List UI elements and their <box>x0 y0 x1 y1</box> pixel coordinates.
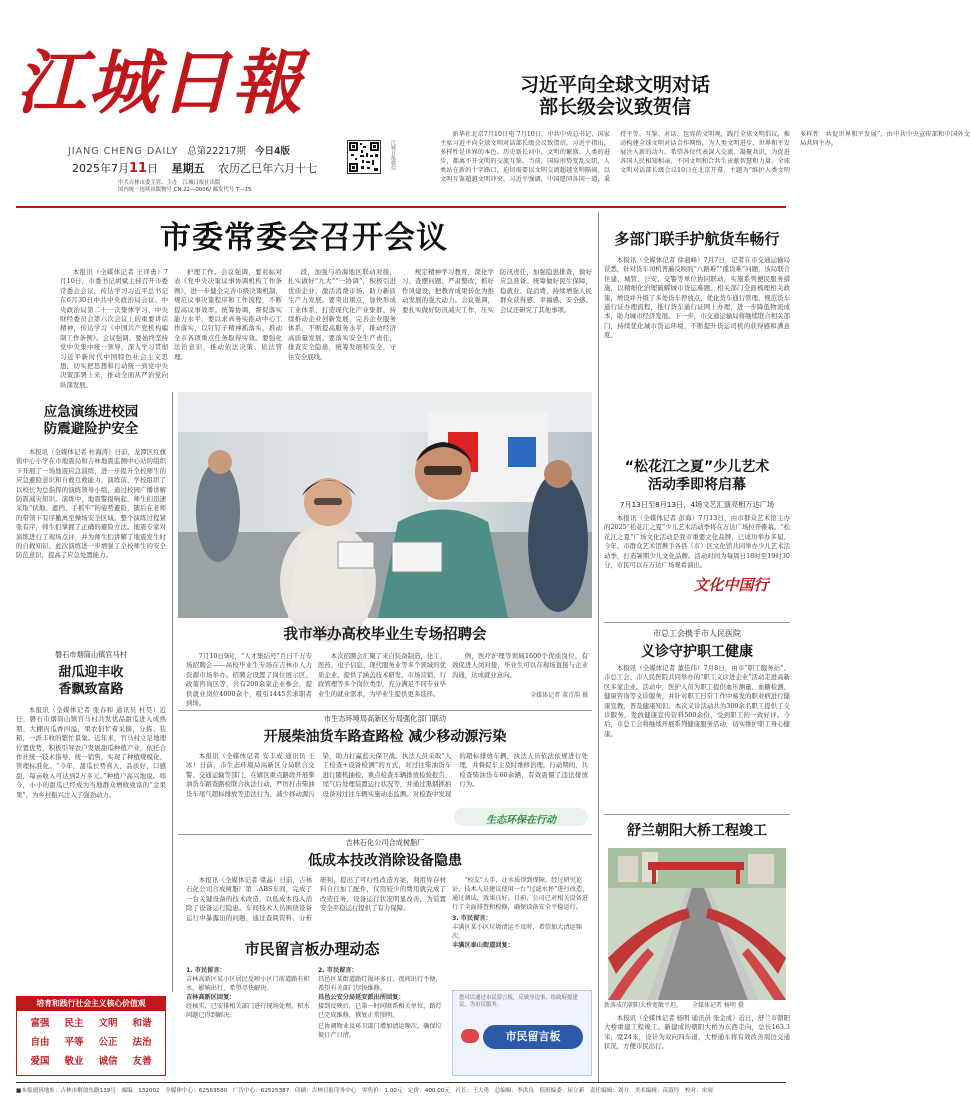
job-fair-photo <box>178 392 592 618</box>
core-value-word: 文明 <box>98 1018 118 1029</box>
ecology-kicker: 市生态环境局高新区分局强化部门联动 <box>323 714 447 723</box>
safety-kicker: 吉林石化公司合成树脂厂 <box>345 838 425 847</box>
masthead-pinyin: JIANG CHENG DAILY 总第22217期 今日4版 <box>68 146 291 157</box>
main-col-3: 段，加强与沿海地区联动对接，扎实做好“九大”“一协调”，积极引进优质企业，激活消费市场，助力新质生产力发展。要突出重点，加快形成工业体系，打造现代化产业集群，持续推动企业创新发展，完善企业服务体系，不断提高服务水平，推动经济高质量发展。要落实安全生产责任，排查安全隐患，统筹发展和安全，守住安全底线。 <box>288 268 396 361</box>
core-values-grid <box>17 1011 165 1075</box>
speech-bubble-icon <box>461 1029 479 1043</box>
footer-info: ■本报通讯地址：吉林市解放东路139号 邮编：132002 全媒体中心：62563580 广告中心：62525387 印刷：吉林日报印务中心 零售价：1.00元 定价：400.00元 社长：王大勇 总编辑：李洪良 值班编委：屈立新 责任编辑：刘方 美术编辑：苗淑玲 校对：宋雨 <box>16 1088 713 1094</box>
bridge-body: 本报讯（全媒体记者 杨明 通讯员 张金成）近日，舒兰市朝阳大桥重建工程竣工。新建成的朝阳大桥为东西走向，总长163.3米，宽24米，设计为双向四车道，大桥通车将有效改善周边交通状况，方便市民出行。 <box>604 1014 790 1051</box>
core-value-word: 富强 <box>30 1018 50 1029</box>
left-divider <box>172 392 173 992</box>
col-divider-right <box>598 212 599 1082</box>
job-fair-col-3: 例，医疗护理等领域1600个优质岗位，有效促进人岗对接，毕业生可以在现场直接与企业沟通，达成就业意向。 <box>452 652 588 679</box>
safety-rule <box>178 834 592 835</box>
core-value-word: 友善 <box>132 1056 152 1067</box>
ecology-rule <box>178 710 592 711</box>
main-col-1: 本报讯（全媒体记者 王译勇）7月10日，市委书记胡斌主持召开市委常委会会议，传达学习习近平总书记在6月30日中共中央政治局会议、中央政治局第二十一次集体学习、中央财经委员会第六次会议上的重要讲话精神，传达学习《中国共产党机构编制工作条例》。会议强调，要始终坚持党中央集中统一领导，深入学习贯彻习近平新时代中国特色社会主义思想，切实把思想和行动统一到党中央决策部署上来，推动全面从严治党向纵深发展。 <box>60 268 168 389</box>
job-fair-col-1: 7月10日9时，“人才集结号”百日千万专场招聘会——高校毕业生专场在吉林市人力资源市场举办。招聘会设置了岗位展示区、政策咨询区等，共有200余家企业参会，提供就业岗位4000余个，吸引1445名求职者到场。 <box>186 652 312 708</box>
festival-headline: “松花江之夏”少儿艺术 活动季即将启幕 <box>624 459 770 493</box>
messages-col-3: “校友”人手，让水质得到保障。经过研究论证，技术人员建议使用一台“过滤水杯”进行改造，通过测试，效果良好。目前，公司已对相关设备进行了全面排查和检修，确保设备安全平稳运行。 3. 市民留言： 丰满区某小区垃圾清运不及时，希望加大清运频次。 丰满区泰山街道回复： <box>452 877 589 949</box>
messages-col-1: 1. 市民留言： 吉林高新区某小区居民反映小区门前道路有积水，影响出行，希望尽快解决。 吉林高新区回复： 经核实，已安排相关部门进行现场处理，积水问题已得到解决。 <box>186 967 310 1019</box>
melon-headline: 甜瓜迎丰收 香飘致富路 <box>58 665 124 697</box>
trucks-body: 本报讯（全媒体记者 徐淑峰）7月7日，记者在市交通运输局获悉，针对货车司机普遍反映的“八路难”“揽货难”问题，该局联合住建、城管、公安、交警等单位协同联动，实施系列便民服务措施，以精细化治理破解城市货运难题。相关部门全面梳理相关政策，增设并升级了多处货车停放点，优化货车通行管理，规范货车通行证办理流程，推行货车通行证网上办理，进一步降低物流成本，助力城市经济发展。下一步，市交通运输局将继续联合相关部门，持续优化城市货运环境，不断提升货运司机的获得感和满意度。 <box>604 256 790 340</box>
union-rule <box>604 622 790 623</box>
core-value-word: 敬业 <box>64 1056 84 1067</box>
main-headline: 市委常委会召开会议 <box>160 220 448 256</box>
festival-subhead: 7月13日至8月13日，4场文艺汇演亮相万达广场 <box>619 500 775 509</box>
ecology-badge: 生态环保在行动 <box>454 808 588 826</box>
union-body: 本报讯（全媒体记者 董佳伟）7月8日，由市“职工服务站”、市总工会、市人民医院共同举办的“职工义诊进企业”活动走进高新区多家企业。活动中，医护人员为职工提供血压测量、血糖检测、健康咨询等义诊服务，并针对职工日常工作中易发的职业病进行健康宣教，普及健康知识。本次义诊活动共为300余名职工提供了义诊服务，发放健康宣传资料500余份，受到职工的一致好评。今后，市总工会将继续开展系列健康服务活动，切实维护职工身心健康。 <box>604 664 790 738</box>
core-value-word: 爱国 <box>30 1056 50 1067</box>
messages-col-2: 2. 市民留言： 昌邑区某街道路灯损坏多日，夜间出行不便，希望有关部门尽快维修。 昌邑公安分局延安派出所回复： 接到反映后，已第一时间联系相关单位，路灯已完成维修，恢复正常照明。 已协调物业及环卫部门增加清运频次，确保垃圾日产日清。 <box>318 967 442 1039</box>
emergency-headline: 应急演练进校园 防震避险护安全 <box>43 404 139 437</box>
safety-headline: 低成本技改消除设备隐患 <box>308 853 462 869</box>
main-col-4: 规定精神学习教育，深化学习、查摆问题、严肃整改，抓好作风建设，把教育成果转化为推动发展的强大动力。会议强调，要扎实做好防汛减灾工作，压实防汛责任，加强隐患排查，做好应急准备。统筹做好民生保障，稳就业、促消费，持续增强人民群众获得感、幸福感、安全感。会议还研究了其他事项。 <box>402 268 592 314</box>
trucks-headline: 多部门联手护航货车畅行 <box>614 230 780 248</box>
core-value-word: 平等 <box>64 1037 84 1048</box>
core-value-word: 和谐 <box>132 1018 152 1029</box>
job-fair-col-2: 本次招聘会汇聚了来自装备制造、化工、医药、电子信息、现代服务业等多个领域的优质企业，提供了涵盖技术研发、市场营销、行政管理等多个岗位类型，充分满足不同专业毕业生的就业需求，为毕业生提供更多选择。 <box>318 652 446 698</box>
safety-body: 本报讯（全媒体记者 梁晶）日前，吉林石化公司合成树脂厂第二ABS车间，完成了一台关键设备的技术改造，以低成本投入消除了设备运行隐患。车间技术人员围绕设备运行中暴露出的问题，通过查阅资料、分析研判，提出了可行性改造方案，利用库存材料自行加工配件，仅用较少的费用就完成了改造任务，设备运行状况明显改善，为装置安全平稳运行提供了有力保障。 <box>186 876 446 922</box>
footer-rule <box>16 1082 786 1083</box>
festival-body: 本报讯（全媒体记者 彭海）7月13日，由市群众艺术馆主办的2025“松花江之夏”少儿艺术活动季将在万达广场拉开帷幕。“松花江之夏”广场文化活动是我市重要文化品牌，已成功举办多届。今年，市群众艺术馆携手各县（市）区文化馆共同举办少儿艺术活动季，打造暑期少儿文化品牌。活动时间为每周日18时至19时30分，市民可以在万达广场观看演出。 <box>604 514 790 570</box>
core-value-word: 公正 <box>98 1037 118 1048</box>
masthead-rule <box>16 206 786 208</box>
emergency-body: 本报讯（全媒体记者 杜海涛）日前，龙潭区红旗街中心小学在市地震局和吉林地震监测中心站的组织下开展了一场地震应急演练，进一步提升全校师生的应急避险意识和自救互救能力。演练前，学校组织了以校长为总指挥的演练领导小组，通过校园广播讲解防震减灾知识。演练中，地震警报响起，师生们迅速采取“伏地、遮挡、手抓牢”的姿势避险，随后在老师的带领下有序撤离至操场安全区域。整个演练过程紧张有序，师生们掌握了正确的避险方法。地震专家对演练进行了现场点评，并为师生们讲解了地震发生时的自救知识。此次演练进一步增强了全校师生的安全防范意识，提高了应急处置能力。 <box>16 448 166 560</box>
main-col-2: 护理工作。会议强调，要对标对表《党中央决策议事协调机构工作条例》，进一步健全完善市级决策机制，规范议事决策程序和工作流程，不断提高议事效率。统筹协调，督促落实能力水平，要以求真务实推动中心工作落实，以钉钉子精神抓落实，推动全市各项重点任务取得实效。要强化法治意识，推动依法决策、依法管理。 <box>174 268 282 361</box>
core-value-word: 民主 <box>64 1018 84 1029</box>
core-value-word: 自由 <box>30 1037 50 1048</box>
union-headline: 义诊守护职工健康 <box>641 644 753 660</box>
lead-headline: 习近平向全球文明对话 部长级会议致贺信 <box>519 74 710 118</box>
masthead-publisher: 中共吉林市委主管、主办 江城日报社出版 国内统一连续出版物号 CN 22—0006/ 邮发代号 T—15 <box>118 180 252 193</box>
melon-body: 本报讯（全媒体记者 张春和 通讯员 杜昊）近日，磐石市烟筒山镇官马村共发优品甜瓜进入成熟期，大棚内瓜香四溢，果农们忙着采摘、分拣、装箱，一派丰收的繁忙景象。近年来，官马村立足地理位置优势，积极引导农户发展甜瓜种植产业，依托合作社统一技术指导、统一销售，实现了种植规模化、管理标准化。“今年，甜瓜长势喜人，品质好、口感甜，每亩收入可达到2万多元。”种植户高兴地说。如今，小小的甜瓜已经成为当地群众增收致富的“金果果”，为乡村振兴注入了强劲动力。 <box>16 706 166 799</box>
festival-logo: 文化中国行 <box>693 576 769 594</box>
lead-body: 新华社北京7月10日电 7月10日，中共中央总书记、国家主席习近平向全球文明对话部长级会议致贺信。习近平指出，多样性是世界的本色。历史新长河中，文明的繁盛、人类的进步，都离不开文明的交流互鉴。当前，国际形势变乱交织，人类站在新的十字路口，迫切需要以文明交流超越文明隔阂、以文明互鉴超越文明冲突。习近平强调，中国愿同各国一道，秉持平等、互鉴、对话、包容的文明观，践行全球文明倡议，推动构建全球文明对话合作网络，为人类文明进步、世界和平发展注入新的动力。希望各位代表深入交流、凝聚共识，为促进各国人民相知相亲、不同文明和合共生贡献智慧和力量。全球文明对话部长级会议10日在北京开幕，主题为“维护人类文明多样性 共促世界和平发展”，由中共中央宣传部和中国外文局共同主办。 <box>440 131 970 183</box>
union-kicker: 市总工会携手市人民医院 <box>653 629 741 638</box>
core-value-word: 诚信 <box>98 1056 118 1067</box>
core-values-box: 培育和践行社会主义核心价值观 富强 民主 文明 和谐 自由 平等 公正 法治 爱国 敬业 诚信 友善 <box>16 996 166 1076</box>
ecology-headline: 开展柴油货车路查路检 减少移动源污染 <box>263 729 507 745</box>
messages-logo: 市民留言板 您可以通过市民留言板，反映身边事，给政府提建议，为市民服务。 <box>452 990 592 1076</box>
core-value-word: 法治 <box>132 1037 152 1048</box>
ecology-body: 本报讯（全媒体记者 安丰成 通讯员 王冰）日前，市生态环境局高新区分局联合交警、交通运输等部门，在辖区重点路段开展柴油货车路查路检联合执法行动，严厉打击柴油货车尾气超标排放等违法行为，减少移动源污染，助力打赢蓝天保卫战。执法人员采取“人工检查+设备检测”的方式，对过往柴油货车进行随机抽检，重点检查车辆排放检验报告、尾气后处理装置运行状况等，并通过黑烟抓拍设备对过往车辆实施动态监测。对检查中发现的超标排放车辆，执法人员依法依规进行处理，并督促车主及时维修治理。行动期间，共检查柴油货车60余辆，有效震慑了违法排放行为。 <box>186 752 588 798</box>
bridge-photo <box>608 848 786 1000</box>
messages-headline: 市民留言板办理动态 <box>244 940 380 958</box>
qr-code <box>347 140 381 174</box>
bridge-caption: 新落成的朝阳大桥宽敞平坦。 全媒体记者 杨明 摄 <box>604 1002 744 1009</box>
qr-label: 江城日报微信 <box>390 140 396 170</box>
masthead-date: 2025年7月11日 星期五 农历乙巳年六月十七 <box>72 161 318 176</box>
melon-kicker: 磐石市烟筒山镇官马村 <box>55 650 127 659</box>
job-fair-credit: 全媒体记者 董青韵 摄 <box>530 692 588 699</box>
bridge-headline: 舒兰朝阳大桥工程竣工 <box>627 823 767 839</box>
bridge-rule <box>604 814 790 815</box>
job-fair-headline: 我市举办高校毕业生专场招聘会 <box>283 627 487 643</box>
masthead-title: 江城日報 <box>16 41 304 124</box>
